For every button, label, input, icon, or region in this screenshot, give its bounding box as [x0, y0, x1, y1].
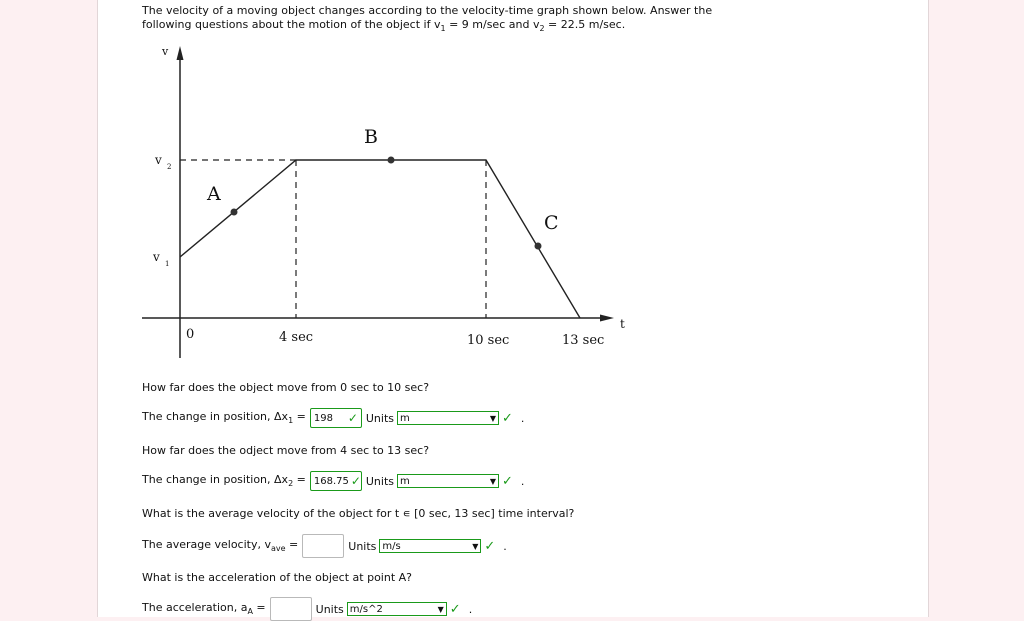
- question-3: What is the average velocity of the object for t ∊ [0 sec, 13 sec] time interval?: [142, 507, 575, 520]
- answer-4-equals: =: [252, 601, 266, 615]
- question-4: What is the acceleration of the object at point A?: [142, 571, 412, 584]
- answer-row-1: [142, 407, 524, 429]
- answer-2-unit-value: m: [400, 475, 410, 487]
- answer-2-subscript: 2: [288, 479, 294, 489]
- answer-3-units-select[interactable]: [379, 539, 481, 553]
- point-b-marker: [388, 157, 395, 164]
- answer-3-equals: =: [285, 538, 299, 552]
- chevron-down-icon: ▼: [472, 541, 479, 551]
- v1-axis-subscript: 1: [165, 260, 170, 268]
- point-a-label: A: [207, 183, 221, 205]
- v2-value: = 22.5 m/sec.: [544, 18, 626, 31]
- answer-3-prompt-text: The average velocity, v: [142, 538, 271, 552]
- answer-1-prompt: [142, 410, 306, 425]
- answer-2-period: .: [520, 474, 525, 488]
- question-2: How far does the odject move from 4 sec to 13 sec?: [142, 444, 430, 457]
- tick-10-sec: 10 sec: [467, 333, 510, 348]
- answer-1-prompt-text: The change in position, Δx: [142, 410, 289, 424]
- answer-4-prompt-text: The acceleration, a: [142, 601, 248, 615]
- answer-2-prompt: [142, 473, 306, 488]
- answer-1-subscript: 1: [288, 416, 294, 426]
- point-c-marker: [535, 243, 542, 250]
- units-3-check-icon: ✓: [484, 538, 496, 554]
- answer-3-period: .: [503, 539, 507, 553]
- answer-4-units-select[interactable]: [347, 602, 447, 616]
- v1-value: = 9 m/sec and: [445, 18, 533, 31]
- v2-symbol: v: [532, 18, 540, 31]
- answer-2-units-label: Units: [365, 474, 394, 488]
- answer-1-units-label: Units: [365, 411, 394, 425]
- point-c-label: C: [544, 212, 559, 234]
- answer-1-period: .: [520, 411, 525, 425]
- intro-line-2-prefix: following questions about the motion of the object if: [142, 18, 434, 31]
- velocity-curve: [180, 160, 580, 318]
- answer-3-subscript: ave: [270, 544, 286, 554]
- answer-4-prompt: [142, 601, 266, 616]
- answer-3-input[interactable]: [302, 534, 344, 558]
- answer-4-period: .: [468, 602, 473, 616]
- answer-2-prompt-text: The change in position, Δx: [142, 473, 289, 487]
- answer-3-unit-value: m/s: [382, 540, 401, 552]
- answer-1-units-select[interactable]: [397, 411, 499, 425]
- tick-0: 0: [186, 327, 195, 342]
- units-1-check-icon: ✓: [502, 410, 513, 426]
- v2-axis-subscript: 2: [167, 163, 172, 171]
- tick-13-sec: 13 sec: [562, 333, 605, 348]
- chevron-down-icon: ▼: [437, 604, 444, 614]
- t-axis-arrow: [600, 315, 614, 322]
- v1-axis-label: v: [153, 250, 160, 264]
- t-axis-label: t: [620, 317, 625, 331]
- v-axis-label: v: [162, 45, 169, 58]
- question-1: How far does the object move from 0 sec to 10 sec?: [142, 381, 430, 394]
- intro-line-1: The velocity of a moving object changes according to the velocity-time graph shown below. Answer the: [142, 4, 713, 17]
- answer-1-input[interactable]: [310, 408, 362, 428]
- point-b-label: B: [364, 126, 378, 148]
- answer-4-input[interactable]: [270, 597, 312, 621]
- tick-4-sec: 4 sec: [279, 330, 314, 345]
- answer-1-unit-value: m: [400, 412, 410, 424]
- point-a-marker: [231, 209, 238, 216]
- answer-2-units-select[interactable]: [397, 474, 499, 488]
- answer-3-units-label: Units: [348, 539, 377, 553]
- answer-1-check-icon: ✓: [347, 411, 358, 425]
- v1-subscript: 1: [440, 24, 446, 34]
- answer-2-equals: =: [293, 473, 306, 487]
- answer-row-3: [142, 535, 507, 557]
- answer-row-2: [142, 470, 524, 492]
- answer-3-prompt: [142, 538, 298, 553]
- v-axis-arrow: [177, 46, 184, 60]
- units-2-check-icon: ✓: [502, 473, 513, 489]
- answer-1-equals: =: [293, 410, 306, 424]
- answer-4-unit-value: m/s^2: [349, 603, 383, 615]
- v2-subscript: 2: [539, 24, 545, 34]
- answer-2-input[interactable]: [310, 471, 362, 491]
- v1-symbol: v: [433, 18, 441, 31]
- chevron-down-icon: ▼: [489, 476, 496, 486]
- answer-2-value: 168.75: [313, 475, 349, 487]
- answer-4-units-label: Units: [315, 602, 344, 616]
- v2-axis-label: v: [155, 153, 162, 167]
- answer-2-check-icon: ✓: [350, 474, 361, 488]
- chevron-down-icon: ▼: [489, 413, 496, 423]
- answer-1-value: 198: [313, 412, 333, 424]
- units-4-check-icon: ✓: [449, 601, 461, 617]
- answer-4-subscript: A: [247, 607, 253, 617]
